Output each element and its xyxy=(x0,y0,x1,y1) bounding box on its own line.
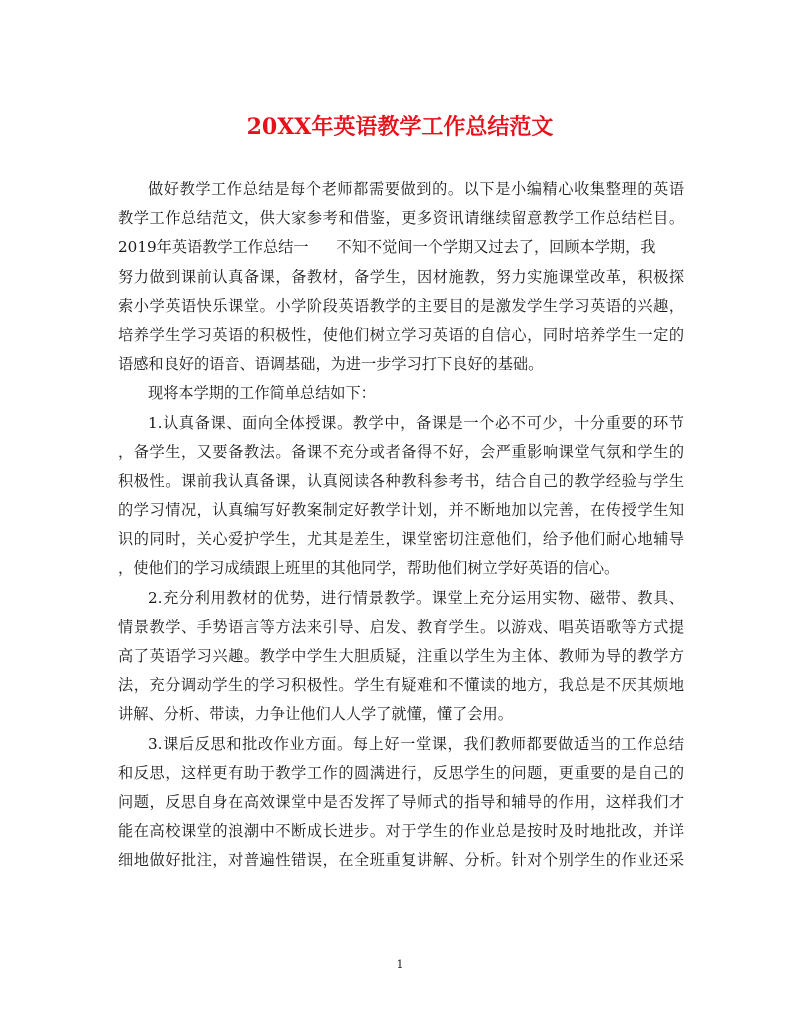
paragraph-line: 做好教学工作总结是每个老师都需要做到的。以下是小编精心收集整理的英语 xyxy=(148,180,684,198)
paragraph-line: 索小学英语快乐课堂。小学阶段英语教学的主要目的是激发学生学习英语的兴趣， xyxy=(118,296,684,315)
paragraph-line: 教学工作总结范文，供大家参考和借鉴，更多资讯请继续留意教学工作总结栏目。 xyxy=(118,209,684,228)
paragraph-line: 识的同时，关心爱护学生，尤其是差生，课堂密切注意他们，给予他们耐心地辅导 xyxy=(118,530,684,549)
paragraph-line: 语感和良好的语音、语调基础，为进一步学习打下良好的基础。 xyxy=(118,355,544,374)
paragraph-line: 现将本学期的工作简单总结如下： xyxy=(148,384,376,403)
paragraph-line: 和反思，这样更有助于教学工作的圆满进行，反思学生的问题，更重要的是自己的 xyxy=(118,763,684,782)
paragraph-line: 3.课后反思和批改作业方面。每上好一堂课，我们教师都要做适当的工作总结 xyxy=(148,734,684,753)
paragraph-line: 2.充分利用教材的优势，进行情景教学。课堂上充分运用实物、磁带、教具、 xyxy=(148,588,684,607)
paragraph-line: 的学习情况，认真编写好教案制定好教学计划，并不断地加以完善，在传授学生知 xyxy=(118,501,684,520)
paragraph-line: 能在高校课堂的浪潮中不断成长进步。对于学生的作业总是按时及时地批改，并详 xyxy=(118,822,684,841)
paragraph-line: 问题，反思自身在高效课堂中是否发挥了导师式的指导和辅导的作用，这样我们才 xyxy=(118,792,684,811)
paragraph-line: 情景教学、手势语言等方法来引导、启发、教育学生。以游戏、唱英语歌等方式提 xyxy=(118,617,684,636)
paragraph-line: 努力做到课前认真备课，备教材，备学生，因材施教，努力实施课堂改革，积极探 xyxy=(118,267,684,286)
paragraph-line: 法，充分调动学生的学习积极性。学生有疑难和不懂读的地方，我总是不厌其烦地 xyxy=(118,676,684,695)
paragraph-line: 1.认真备课、面向全体授课。教学中，备课是一个必不可少，十分重要的环节 xyxy=(148,413,684,432)
paragraph-line: 积极性。课前我认真备课，认真阅读各种教科参考书，结合自己的教学经验与学生 xyxy=(118,471,684,490)
paragraph-line: ，使他们的学习成绩跟上班里的其他同学，帮助他们树立学好英语的信心。 xyxy=(118,559,620,578)
section-heading-text: 2019年英语教学工作总结一 xyxy=(118,238,309,257)
paragraph-line: ，备学生，又要备教法。备课不充分或者备得不好，会严重影响课堂气氛和学生的 xyxy=(118,442,684,461)
page-number: 1 xyxy=(396,958,404,971)
paragraph-line: 高了英语学习兴趣。教学中学生大胆质疑，注重以学生为主体、教师为导的教学方 xyxy=(118,647,684,665)
document-body xyxy=(118,175,684,876)
paragraph-line: 培养学生学习英语的积极性，使他们树立学习英语的自信心，同时培养学生一定的 xyxy=(118,325,684,344)
paragraph-text: 不知不觉间一个学期又过去了，回顾本学期，我 xyxy=(336,238,656,257)
paragraph-line xyxy=(118,233,684,262)
paragraph-line: 讲解、分析、带读，力争让他们人人学了就懂，懂了会用。 xyxy=(118,705,513,724)
paragraph-line: 细地做好批注，对普遍性错误，在全班重复讲解、分析。针对个别学生的作业还采 xyxy=(118,851,684,870)
document-title: 20XX年英语教学工作总结范文 xyxy=(246,114,554,140)
